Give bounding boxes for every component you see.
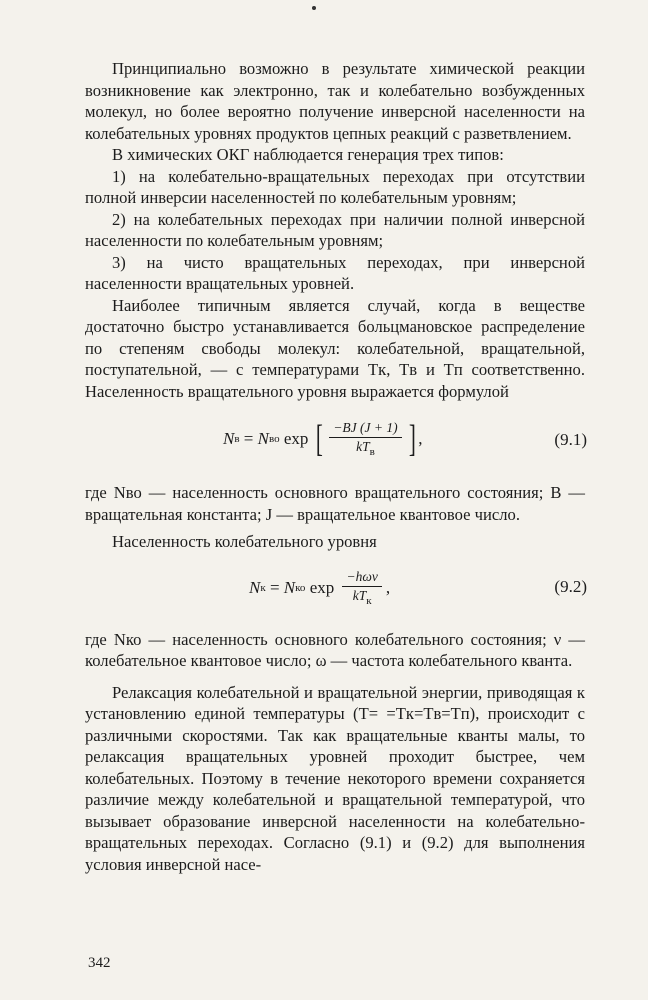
formula2-fraction — [342, 569, 381, 607]
formula2-lhs-sub: к — [260, 581, 266, 594]
formula1-fraction — [329, 420, 401, 458]
formula2-equals: = — [265, 577, 284, 597]
formula2-tail: , — [385, 577, 391, 597]
formula1-denominator: kT — [356, 439, 370, 454]
formula2-lhs: N — [249, 577, 261, 597]
formula1-lhs-sub: в — [234, 433, 240, 445]
formula1-numerator: −BJ (J + 1) — [329, 420, 401, 438]
page-number: 342 — [88, 955, 111, 971]
page-text — [85, 58, 585, 875]
left-bracket: [ — [315, 418, 323, 460]
paragraph-1: Принципиально возможно в результате химической реакции возникновение как электронно, так и колебательно возбужденных молекул, но более вероятно получение инверсной населенности на колебательных уровнях продуктов цепных реакций с разветвлением. — [85, 59, 585, 143]
list-item-3: 3) на чисто вращательных переходах, при инверсной населенности вращательных уровней. — [85, 252, 585, 293]
formula1-n0: N — [257, 429, 269, 448]
list-item-2: 2) на колебательных переходах при наличии полной инверсной населенности по колебательным уровням; — [85, 209, 585, 250]
formula1-exp: exp — [279, 429, 313, 448]
paragraph-3: Наиболее типичным является случай, когда в веществе достаточно быстро устанавливается больцмановское распределение по степеням свободы молекул: колебательной, вращательной, поступательной, — с температурами Tк, Tв и Tп соответственно. Населенность вращательного уровня выражается формулой — [85, 295, 585, 401]
formula2-denominator: kT — [352, 587, 367, 603]
right-bracket: ] — [408, 418, 416, 460]
formula-9-2 — [85, 565, 585, 623]
paragraph-2: В химических ОКГ наблюдается генерация трех типов: — [112, 145, 504, 164]
scan-speck — [312, 6, 316, 10]
equation-number-2: (9.2) — [554, 576, 587, 596]
formula1-n0-sub: во — [268, 433, 280, 445]
paragraph-5: Населенность колебательного уровня — [112, 532, 377, 551]
paragraph-6: где Nко — населенность основного колебательного состояния; ν — колебательное квантовое число; ω — частота колебательного кванта. — [85, 629, 585, 670]
equation-number-1: (9.1) — [554, 430, 587, 449]
list-item-1: 1) на колебательно-вращательных переходах при отсутствии полной инверсии населенностей по колебательным уровням; — [85, 166, 585, 207]
formula1-equals: = — [239, 429, 258, 448]
formula2-numerator: −hων — [342, 569, 381, 587]
formula1-lhs: N — [223, 429, 235, 448]
paragraph-4: где Nво — населенность основного вращательного состояния; B — вращательная константа; J — вращательное квантовое число. — [85, 483, 585, 524]
paragraph-7: Релаксация колебательной и вращательной энергии, приводящая к установлению единой температуры (T= =Tк=Tв=Tп), происходит с различными скоростями. Так как вращательные кванты малы, то релаксация вращательных уровней проходит быстрее, чем колебательных. Поэтому в течение некоторого времени сохраняется различие между колебательной и вращательной температурой, что вызывает образование инверсной населенности на колебательно-вращательных переходах. Согласно (9.1) и (9.2) для выполнения условия инверсной насе- — [85, 682, 585, 874]
formula2-denominator-sub: к — [366, 594, 372, 607]
formula2-exp: exp — [305, 577, 339, 597]
formula2-n0: N — [283, 577, 296, 597]
formula2-n0-sub: ко — [295, 581, 306, 594]
formula-9-1: N в = N во exp [ $\frac{-BJ (J + 1)}{kT_в}$ ] , (9.1) — [223, 418, 587, 460]
formula1-denominator-sub: в — [369, 446, 375, 458]
